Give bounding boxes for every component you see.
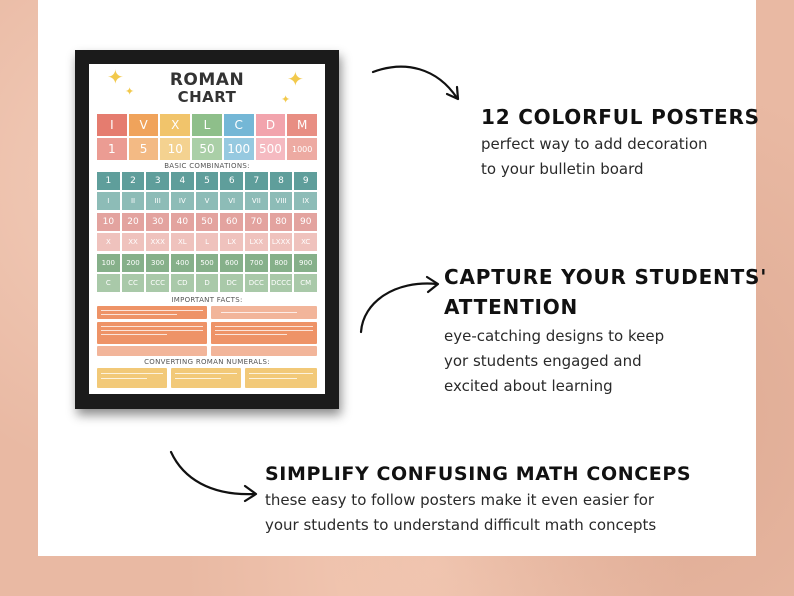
chart-cell: 3 bbox=[146, 172, 169, 190]
feature-text-line: yor students engaged and bbox=[444, 352, 642, 370]
chart-cell: X bbox=[160, 114, 190, 136]
chart-cell: XL bbox=[171, 233, 194, 251]
chart-cell: I bbox=[97, 114, 127, 136]
chart-cell: 8 bbox=[270, 172, 293, 190]
fact-box bbox=[211, 322, 317, 344]
arrow-icon bbox=[355, 272, 445, 338]
chart-cell: 90 bbox=[294, 213, 317, 231]
chart-cell: 600 bbox=[220, 254, 243, 272]
hundreds-row bbox=[97, 254, 317, 272]
convert-box bbox=[97, 368, 167, 388]
poster-title-line2: CHART bbox=[177, 88, 237, 106]
chart-cell: 6 bbox=[220, 172, 243, 190]
chart-cell: 60 bbox=[220, 213, 243, 231]
value-row bbox=[97, 138, 317, 160]
chart-cell: III bbox=[146, 192, 169, 210]
feature-text-line: perfect way to add decoration bbox=[481, 135, 708, 153]
fact-box bbox=[97, 322, 207, 344]
chart-cell: 500 bbox=[196, 254, 219, 272]
arrow-icon bbox=[365, 58, 465, 108]
chart-cell: VI bbox=[220, 192, 243, 210]
section-important-facts: IMPORTANT FACTS: bbox=[171, 296, 243, 304]
chart-cell: C bbox=[97, 274, 120, 292]
chart-cell: 400 bbox=[171, 254, 194, 272]
chart-cell: 20 bbox=[122, 213, 145, 231]
chart-cell: 500 bbox=[256, 138, 286, 160]
section-basic-combinations: BASIC COMBINATIONS: bbox=[164, 162, 250, 170]
sparkle-icon: ✦ bbox=[281, 94, 291, 106]
chart-cell: IV bbox=[171, 192, 194, 210]
chart-cell: V bbox=[196, 192, 219, 210]
chart-cell: 50 bbox=[196, 213, 219, 231]
convert-box bbox=[245, 368, 317, 388]
sparkle-icon: ✦ bbox=[107, 67, 124, 89]
feature-heading-attention-line1: CAPTURE YOUR STUDENTS' bbox=[444, 265, 768, 289]
sparkle-icon: ✦ bbox=[125, 86, 135, 98]
chart-cell: 70 bbox=[245, 213, 268, 231]
fact-box bbox=[97, 346, 207, 356]
chart-cell: 50 bbox=[192, 138, 222, 160]
chart-cell: 1000 bbox=[287, 138, 317, 160]
chart-cell: XXX bbox=[146, 233, 169, 251]
chart-cell: IX bbox=[294, 192, 317, 210]
chart-cell: X bbox=[97, 233, 120, 251]
chart-cell: CM bbox=[294, 274, 317, 292]
roman-chart-poster bbox=[89, 64, 325, 394]
chart-cell: 5 bbox=[129, 138, 159, 160]
chart-cell: 5 bbox=[196, 172, 219, 190]
tens-roman-row bbox=[97, 233, 317, 251]
chart-cell: 10 bbox=[160, 138, 190, 160]
chart-cell: 200 bbox=[122, 254, 145, 272]
chart-cell: LX bbox=[220, 233, 243, 251]
digits-row bbox=[97, 172, 317, 190]
chart-cell: C bbox=[224, 114, 254, 136]
chart-cell: LXX bbox=[245, 233, 268, 251]
chart-cell: 800 bbox=[270, 254, 293, 272]
chart-cell: L bbox=[192, 114, 222, 136]
hundreds-roman-row bbox=[97, 274, 317, 292]
chart-cell: CC bbox=[122, 274, 145, 292]
fact-box bbox=[211, 306, 317, 319]
chart-cell: I bbox=[97, 192, 120, 210]
chart-cell: DC bbox=[220, 274, 243, 292]
chart-cell: XC bbox=[294, 233, 317, 251]
chart-cell: XX bbox=[122, 233, 145, 251]
chart-cell: 80 bbox=[270, 213, 293, 231]
chart-cell: 1 bbox=[97, 138, 127, 160]
arrow-icon bbox=[165, 448, 265, 503]
chart-cell: M bbox=[287, 114, 317, 136]
chart-cell: VIII bbox=[270, 192, 293, 210]
feature-text-line: excited about learning bbox=[444, 377, 613, 395]
feature-text-line: to your bulletin board bbox=[481, 160, 644, 178]
fact-box bbox=[211, 346, 317, 356]
feature-text-line: eye-catching designs to keep bbox=[444, 327, 665, 345]
fact-box bbox=[97, 306, 207, 319]
chart-cell: DCCC bbox=[270, 274, 293, 292]
chart-cell: 40 bbox=[171, 213, 194, 231]
chart-cell: 7 bbox=[245, 172, 268, 190]
chart-cell: 900 bbox=[294, 254, 317, 272]
tens-row bbox=[97, 213, 317, 231]
chart-cell: 100 bbox=[224, 138, 254, 160]
chart-cell: 300 bbox=[146, 254, 169, 272]
feature-heading-posters: 12 COLORFUL POSTERS bbox=[481, 105, 760, 129]
chart-cell: LXXX bbox=[270, 233, 293, 251]
convert-box bbox=[171, 368, 241, 388]
chart-cell: D bbox=[256, 114, 286, 136]
feature-text-line: your students to understand difficult math concepts bbox=[265, 516, 657, 534]
chart-cell: 2 bbox=[122, 172, 145, 190]
digits-roman-row bbox=[97, 192, 317, 210]
chart-cell: L bbox=[196, 233, 219, 251]
poster-frame bbox=[75, 50, 339, 409]
chart-cell: 4 bbox=[171, 172, 194, 190]
chart-cell: 10 bbox=[97, 213, 120, 231]
chart-cell: 100 bbox=[97, 254, 120, 272]
chart-cell: 700 bbox=[245, 254, 268, 272]
chart-cell: 1 bbox=[97, 172, 120, 190]
sparkle-icon: ✦ bbox=[287, 69, 304, 91]
chart-cell: 9 bbox=[294, 172, 317, 190]
poster-title-line1: ROMAN bbox=[169, 70, 245, 90]
feature-heading-attention-line2: ATTENTION bbox=[444, 295, 579, 319]
section-converting: CONVERTING ROMAN NUMERALS: bbox=[144, 358, 270, 366]
feature-heading-math: SIMPLIFY CONFUSING MATH CONCEPS bbox=[265, 463, 692, 485]
chart-cell: DCC bbox=[245, 274, 268, 292]
feature-text-line: these easy to follow posters make it even easier for bbox=[265, 491, 655, 509]
chart-cell: V bbox=[129, 114, 159, 136]
chart-cell: VII bbox=[245, 192, 268, 210]
chart-cell: II bbox=[122, 192, 145, 210]
chart-cell: CCC bbox=[146, 274, 169, 292]
chart-cell: 30 bbox=[146, 213, 169, 231]
chart-cell: CD bbox=[171, 274, 194, 292]
chart-cell: D bbox=[196, 274, 219, 292]
numeral-row bbox=[97, 114, 317, 136]
